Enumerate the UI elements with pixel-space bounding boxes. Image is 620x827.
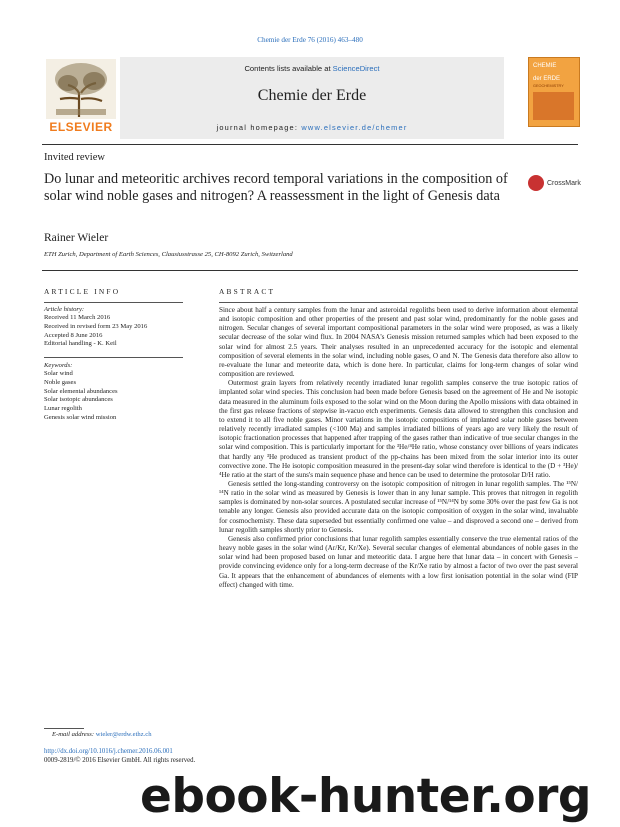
author-affiliation: ETH Zurich, Department of Earth Sciences, Clausiusstrasse 25, CH-8092 Zurich, Switzerland (44, 251, 293, 258)
contents-line (120, 64, 504, 73)
copyright-notice: 0009-2819/© 2016 Elsevier GmbH. All rights reserved. (44, 757, 196, 764)
history-item: Received in revised form 23 May 2016 (44, 322, 148, 330)
article-info-heading: ARTICLE INFO (44, 287, 121, 296)
elsevier-wordmark: ELSEVIER (49, 120, 113, 134)
elsevier-logo[interactable] (42, 57, 120, 139)
keyword-item: Genesis solar wind mission (44, 413, 117, 421)
abstract-paragraph: Outermost grain layers from relatively recently irradiated lunar regolith samples conserve the true isotopic ratios of implanted solar wind species. This conclusion had been made before Genesis based on the agreement of He and Ne isotopic data measured in the aluminum foils exposed to the solar wind on the Moon during the Apollo missions with data obtained in the first gas release fractions of stepwise in-vacuo etch experiments. Genesis data allowed to strengthen this conclusion and to extend it to all five noble gases. Minor variations in the isotopic compositions of implanted solar noble gases between relatively recently irradiated samples (<100 Ma) and samples irradiated billions of years ago are very likely the result of isotopic fractionation processes that happened after trapping of the gases rather than indicative of true secular changes in the solar wind composition. This is particularly important for the ³He/⁴He ratio, whose constancy over billions of years indicates that hardly any ³He produced as transient product of the pp-chains has been mixed from the solar interior into its outer convective zone. The He isotopic composition measured in the present-day solar wind therefore is identical to the (D + ³He)/⁴He ratio at the start of the suns's main sequence phase and hence can be used to determine the protosolar D/H ratio. (219, 379, 578, 479)
email-label: E-mail address: (52, 731, 96, 738)
abstract-body (219, 306, 578, 590)
header-divider (42, 144, 578, 145)
cover-title-line-2: der ERDE (533, 76, 561, 82)
keyword-item: Lunar regolith (44, 405, 82, 413)
crossmark-badge[interactable] (528, 175, 588, 193)
journal-header-box (120, 57, 504, 139)
keywords-label: Keywords: (44, 362, 73, 369)
abstract-rule (219, 302, 578, 303)
journal-masthead (42, 57, 578, 139)
section-divider (42, 270, 578, 271)
keyword-item: Noble gases (44, 378, 77, 386)
cover-title-line-1: CHEMIE (533, 63, 557, 69)
keywords-rule (44, 357, 183, 358)
doi-link[interactable]: http://dx.doi.org/10.1016/j.chemer.2016.06.001 (44, 748, 173, 755)
elsevier-tree-icon (46, 59, 116, 119)
cover-image (533, 92, 574, 120)
history-label: Article history: (44, 306, 85, 313)
author-name: Rainer Wieler (44, 232, 109, 244)
abstract-paragraph: Genesis also confirmed prior conclusions that lunar regolith samples essentially conserve the true elemental ratios of the heavy noble gases in the solar wind (Ar/Kr, Kr/Xe). Several secular changes of elemental abundances of noble gases in the solar wind had been proposed based on lunar and meteoritic data. I argue here that lunar data – in concert with Genesis – provide convincing evidence only for a long-term decrease of the Kr/Xe ratio by almost a factor of two over the past several Ga. It appears that the enhancement of abundances of elements with a low first ionisation potential in the solar wind (FIP effect) changed with time. (219, 534, 578, 589)
email-footnote (52, 731, 152, 738)
keyword-item: Solar elemental abundances (44, 387, 118, 395)
crossmark-icon (528, 175, 544, 191)
article-type: Invited review (44, 152, 105, 163)
history-item: Editorial handling - K. Keil (44, 340, 117, 348)
homepage-line (120, 123, 504, 132)
keywords-list (44, 370, 118, 423)
journal-title: Chemie der Erde (257, 87, 367, 104)
article-info-rule (44, 302, 183, 303)
footnote-rule (44, 728, 84, 729)
journal-cover-thumbnail[interactable] (528, 57, 580, 127)
watermark: ebook-hunter.org (140, 769, 592, 824)
crossmark-label: CrossMark (547, 180, 581, 187)
article-title: Do lunar and meteoritic archives record temporal variations in the composition of solar wind noble gases and nitrogen? A reassessment in the light of Genesis data (44, 171, 508, 204)
sciencedirect-link[interactable]: ScienceDirect (332, 64, 380, 73)
keyword-item: Solar isotopic abundances (44, 396, 113, 404)
homepage-prefix: journal homepage: (216, 123, 302, 132)
history-item: Accepted 8 June 2016 (44, 331, 103, 339)
history-item: Received 11 March 2016 (44, 314, 111, 321)
email-link[interactable]: wieler@erdw.ethz.ch (95, 731, 152, 738)
homepage-link[interactable]: www.elsevier.de/chemer (301, 123, 408, 132)
abstract-heading: ABSTRACT (219, 287, 276, 296)
journal-citation[interactable]: Chemie der Erde 76 (2016) 463–480 (257, 36, 363, 44)
abstract-paragraph: Genesis settled the long-standing controversy on the isotopic composition of nitrogen in lunar regolith samples. The ¹⁵N/¹⁴N ratio in the solar wind as measured by Genesis is lower than in any lunar sample. This proves that nitrogen in regolith samples is dominated by non-solar sources. A postulated secular increase of ¹⁵N/¹⁴N by some 30% over the past few Ga is not tenable any longer. Genesis also provided accurate data on the isotopic composition of oxygen in the solar wind, invaluable for cosmochemisty. These data superseded but essentially confirmed one value – and disproved a second one – derived from lunar regolith samples shortly prior to Genesis. (219, 479, 578, 534)
keyword-item: Solar wind (44, 370, 73, 377)
history-list (44, 314, 147, 349)
contents-prefix: Contents lists available at (244, 64, 333, 73)
cover-subtitle: GEOCHEMISTRY (533, 84, 564, 88)
abstract-paragraph: Since about half a century samples from the lunar and asteroidal regoliths been used to derive information about elemental and isotopic composition and other properties of the present and past solar wind, predominantly for the noble gases and nitrogen. Secular changes of several important compositional parameters in the solar wind were proposed, as was a likely secular decrease of the solar wind flux. In 2004 NASA's Genesis mission returned samples which had been exposed to the solar wind for almost 2.5 years. Their analyses resulted in an unprecedented accuracy for the isotopic and elemental composition of several elements in the solar wind, including noble gases, O and N. The Genesis data therefore also allow to re-evaluate the lunar and meteorite data, which is done here. In particular, claims for long-term changes of solar wind composition are reviewed. (219, 306, 578, 379)
